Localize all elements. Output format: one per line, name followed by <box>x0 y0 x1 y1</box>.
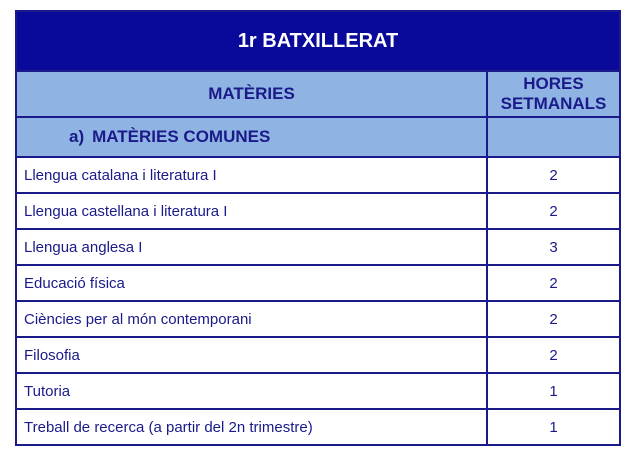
section-label: MATÈRIES COMUNES <box>92 127 271 146</box>
table-row <box>16 301 620 337</box>
subject-cell: Treball de recerca (a partir del 2n trimestre) <box>16 409 487 445</box>
hours-header-line1: HORES <box>523 74 584 93</box>
hours-cell: 2 <box>487 157 620 193</box>
section-hours-cell <box>487 117 620 157</box>
table-row <box>16 157 620 193</box>
schedule-table <box>15 10 621 446</box>
section-row <box>16 117 620 157</box>
table-row <box>16 337 620 373</box>
subject-cell: Filosofia <box>16 337 487 373</box>
subject-cell: Tutoria <box>16 373 487 409</box>
subject-cell: Educació física <box>16 265 487 301</box>
subject-cell: Llengua anglesa I <box>16 229 487 265</box>
hours-cell: 2 <box>487 337 620 373</box>
section-cell <box>16 117 487 157</box>
header-row <box>16 71 620 117</box>
title-row <box>16 11 620 71</box>
table-row <box>16 229 620 265</box>
subject-cell: Ciències per al món contemporani <box>16 301 487 337</box>
hours-cell: 1 <box>487 409 620 445</box>
hours-cell: 2 <box>487 265 620 301</box>
section-heading <box>17 127 270 147</box>
hours-cell: 3 <box>487 229 620 265</box>
hours-cell: 2 <box>487 301 620 337</box>
section-letter: a) <box>69 127 85 146</box>
hours-cell: 1 <box>487 373 620 409</box>
table-row <box>16 409 620 445</box>
subject-cell: Llengua catalana i literatura I <box>16 157 487 193</box>
table-row <box>16 193 620 229</box>
hours-header-line2: SETMANALS <box>500 94 607 113</box>
subject-header: MATÈRIES <box>16 71 487 117</box>
hours-cell: 2 <box>487 193 620 229</box>
subject-cell: Llengua castellana i literatura I <box>16 193 487 229</box>
hours-header <box>487 71 620 117</box>
table-row <box>16 265 620 301</box>
table-row <box>16 373 620 409</box>
table-title: 1r BATXILLERAT <box>16 11 620 71</box>
